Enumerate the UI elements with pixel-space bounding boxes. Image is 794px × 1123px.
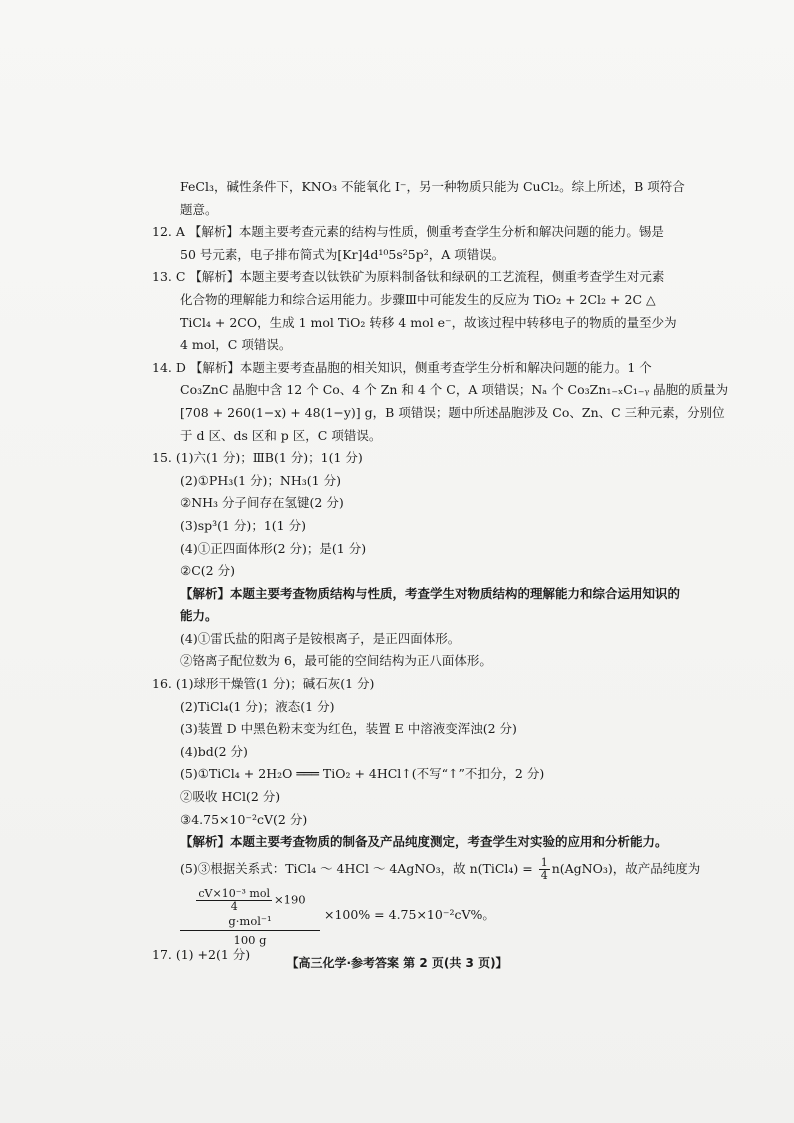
text-line: Co₃ZnC 晶胞中含 12 个 Co、4 个 Zn 和 4 个 C，A 项错误；Nₐ 个 Co₃Zn₁₋ₓC₁₋ᵧ 晶胞的质量为 xyxy=(180,382,729,398)
text-line: 能力。 xyxy=(180,608,218,624)
text-line: (3)装置 D 中黑色粉末变为红色，装置 E 中溶液变浑浊(2 分) xyxy=(180,721,517,737)
text-line: ②C(2 分) xyxy=(180,563,235,579)
text-line: 题意。 xyxy=(180,201,218,217)
text-line: (4)①正四面体形(2 分)；是(1 分) xyxy=(180,540,367,556)
inline-fraction xyxy=(539,857,550,882)
text-line: (4)bd(2 分) xyxy=(180,743,248,759)
text-line: 13. C 【解析】本题主要考查以钛铁矿为原料制备钛和绿矾的工艺流程，侧重考查学生对元素 xyxy=(152,269,665,285)
nested-denominator: 4 xyxy=(230,899,238,913)
text-line: ③4.75×10⁻²cV(2 分) xyxy=(180,811,308,827)
text-line: FeCl₃，碱性条件下，KNO₃ 不能氧化 I⁻，另一种物质只能为 CuCl₂。综上所述，B 项符合 xyxy=(180,179,685,194)
text-line: ②铬离子配位数为 6，最可能的空间结构为正八面体形。 xyxy=(180,653,492,669)
answer-content xyxy=(152,176,729,966)
nested-numerator: cV×10⁻³ mol xyxy=(198,886,270,900)
text-line: 化合物的理解能力和综合运用能力。步骤Ⅲ中可能发生的反应为 TiO₂ + 2Cl₂ + 2C △ xyxy=(180,291,656,307)
formula-prefix: (5)③根据关系式：TiCl₄ ～ 4HCl ～ 4AgNO₃，故 n(TiCl₄) = xyxy=(180,860,537,876)
fraction-denominator-main: 100 g xyxy=(233,932,267,947)
text-line: (2)TiCl₄(1 分)；液态(1 分) xyxy=(180,698,335,714)
text-line: 16. (1)球形干燥管(1 分)；碱石灰(1 分) xyxy=(152,676,375,692)
page-footer: 【高三化学·参考答案 第 2 页(共 3 页)】 xyxy=(286,956,508,970)
text-line: TiCl₄ + 2CO，生成 1 mol TiO₂ 转移 4 mol e⁻，故该过程中转移电子的物质的量至少为 xyxy=(180,314,677,330)
text-line: 12. A 【解析】本题主要考查元素的结构与性质，侧重考查学生分析和解决问题的能力。锡是 xyxy=(152,224,664,240)
fraction-numerator-row xyxy=(180,888,320,929)
text-line: 50 号元素，电子排布简式为[Kr]4d¹⁰5s²5p²，A 项错误。 xyxy=(180,246,505,262)
text-line: 14. D 【解析】本题主要考查晶胞的相关知识，侧重考查学生分析和解决问题的能力。1 个 xyxy=(152,359,652,375)
text-line: ②NH₃ 分子间存在氢键(2 分) xyxy=(180,495,344,511)
text-line: ②吸收 HCl(2 分) xyxy=(180,789,281,805)
text-line: (4)①雷氏盐的阳离子是铵根离子，是正四面体形。 xyxy=(180,630,461,646)
formula-line xyxy=(152,854,701,884)
text-line: 17. (1) +2(1 分) xyxy=(152,946,251,962)
nested-fraction xyxy=(196,888,272,913)
text-line: (5)①TiCl₄ + 2H₂O ═══ TiO₂ + 4HCl↑(不写“↑”不扣分，2 分) xyxy=(180,766,545,782)
purity-result: ×100% = 4.75×10⁻²cV%。 xyxy=(324,906,495,922)
text-line: 【解析】本题主要考查物质的制备及产品纯度测定，考查学生对实验的应用和分析能力。 xyxy=(180,834,668,850)
text-line: 4 mol，C 项错误。 xyxy=(180,337,292,353)
purity-fraction-body xyxy=(180,888,320,948)
text-line: 于 d 区、ds 区和 p 区，C 项错误。 xyxy=(180,427,382,443)
text-line: (3)sp³(1 分)；1(1 分) xyxy=(180,517,306,533)
text-line: (2)①PH₃(1 分)；NH₃(1 分) xyxy=(180,472,341,488)
text-line: 【解析】本题主要考查物质结构与性质，考查学生对物质结构的理解能力和综合运用知识的 xyxy=(180,585,681,601)
formula-suffix: n(AgNO₃)，故产品纯度为 xyxy=(551,860,701,876)
fraction-bar xyxy=(180,930,320,931)
text-line: 15. (1)六(1 分)；ⅢB(1 分)；1(1 分) xyxy=(152,450,363,466)
fraction-denominator: 4 xyxy=(540,868,548,882)
text-line: [708 + 260(1−x) + 48(1−y)] g，B 项错误；题中所述晶胞涉及 Co、Zn、C 三种元素，分别位 xyxy=(180,404,725,420)
purity-fraction xyxy=(152,884,612,947)
fraction-numerator: 1 xyxy=(540,855,548,869)
numerator-tail: ×190 g·mol⁻¹ xyxy=(228,892,306,928)
